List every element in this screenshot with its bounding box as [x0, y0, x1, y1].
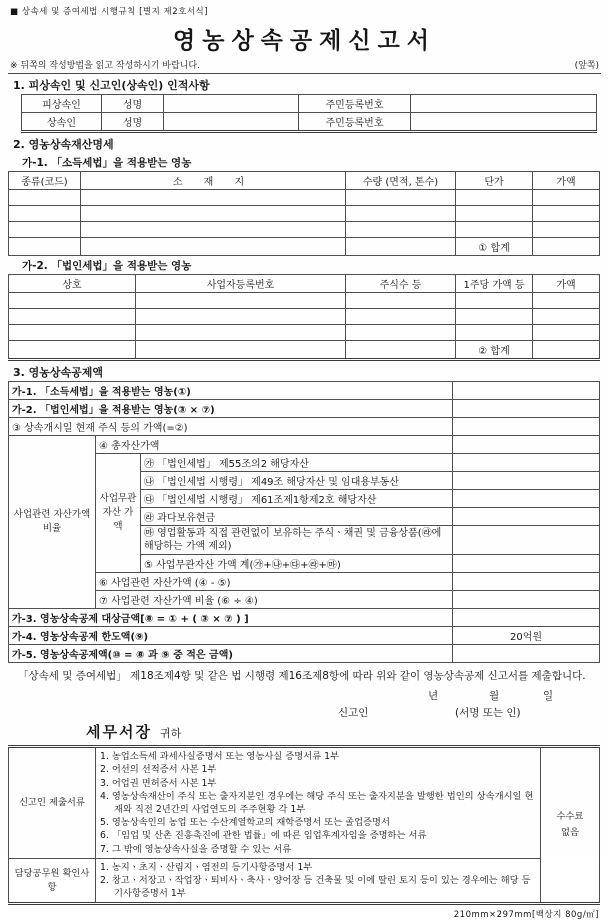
empty-cell — [136, 341, 346, 360]
entry-cell[interactable] — [533, 222, 600, 238]
submitter-documents-label: 신고인 제출서류 — [9, 747, 96, 859]
entry-cell[interactable] — [346, 206, 456, 222]
corporate-tax-farming-table — [8, 274, 600, 361]
sub-row-e-label: ㉲ 영업활동과 직접 관련없이 보유하는 주식ㆍ채권 및 금융상품(㉱에 해당하는 가액 제외) — [141, 526, 453, 555]
row-7-label: ⑦ 사업관련 자산가액 비율 (⑥ ÷ ④) — [96, 591, 453, 609]
section2-table2-subtitle: 가-2. 「법인세법」을 적용받는 영농 — [22, 260, 192, 272]
table-row — [9, 382, 600, 400]
entry-cell[interactable] — [346, 325, 456, 341]
official-check-list — [96, 858, 541, 904]
entry-cell[interactable] — [533, 293, 600, 309]
entry-cell[interactable] — [346, 190, 456, 206]
table-row — [9, 454, 600, 472]
page-side-label: (앞쪽) — [574, 61, 599, 71]
entry-cell[interactable] — [346, 309, 456, 325]
field-unrel-b-value[interactable] — [453, 472, 600, 490]
business-asset-ratio-label: 사업관련 자산가액 비율 — [9, 436, 96, 609]
field-business-ratio-value[interactable] — [453, 591, 600, 609]
fee-cell — [541, 747, 600, 904]
submitter-documents-row — [9, 747, 600, 859]
entry-cell[interactable] — [81, 190, 346, 206]
total-row — [9, 341, 600, 360]
table-row — [9, 418, 600, 436]
entry-cell[interactable] — [136, 325, 346, 341]
deceased-role-label: 피상속인 — [22, 95, 102, 113]
sub-row-a-label: ㉮ 「법인세법」 제55조의2 해당자산 — [141, 454, 453, 472]
personal-info-table — [21, 94, 597, 133]
list-item: 5. 영농상속인의 농업 또는 수산계열학교의 재학증명서 또는 졸업증명서 — [100, 817, 390, 829]
field-unrel-e-value[interactable] — [453, 526, 600, 555]
entry-cell[interactable] — [456, 293, 533, 309]
heir-name-label: 성명 — [102, 113, 164, 132]
day-label: 일 — [543, 690, 554, 703]
field-heir-id[interactable] — [411, 113, 597, 132]
row-ga2-label: 가-2. 「법인세법」을 적용받는 영농(③ × ⑦) — [9, 400, 453, 418]
year-label: 년 — [428, 690, 439, 703]
list-item: 2. 창고ㆍ저장고ㆍ작업장ㆍ퇴비사ㆍ축사ㆍ양어장 등 건축물 및 이에 딸린 토지 등이 있는 경우에는 해당 등기사항증명서 1부 — [100, 874, 531, 900]
entry-cell[interactable] — [456, 206, 533, 222]
col-quantity: 수량 (면적, 톤수) — [346, 172, 456, 190]
sub-row-c-label: ㉰ 「법인세법 시행령」 제61조제1항제2호 해당자산 — [141, 490, 453, 508]
deduction-limit-value: 20억원 — [453, 627, 600, 645]
table-row — [9, 573, 600, 591]
table-row — [9, 400, 600, 418]
recipient-name: 세무서장 — [86, 723, 152, 742]
row-6-label: ⑥ 사업관련 자산가액 (④ - ⑤) — [96, 573, 453, 591]
entry-cell[interactable] — [456, 309, 533, 325]
col-value: 가액 — [533, 275, 600, 293]
entry-cell[interactable] — [9, 190, 81, 206]
entry-cell[interactable] — [533, 206, 600, 222]
attachments-table — [8, 745, 600, 905]
field-unrel-total-value[interactable] — [453, 555, 600, 573]
row-ga1-label: 가-1. 「소득세법」을 적용받는 영농(①) — [9, 382, 453, 400]
entry-cell[interactable] — [456, 190, 533, 206]
regulation-line: ■ 상속세 및 증여세법 시행규칙 [별지 제2호서식] — [10, 7, 209, 17]
col-share-count: 주식수 등 — [346, 275, 456, 293]
table-row — [9, 293, 600, 309]
table-row — [9, 645, 600, 663]
field-total2-value[interactable] — [533, 341, 600, 360]
list-item: 1. 농지ㆍ초지ㆍ산림지ㆍ염전의 등기사항증명서 1부 — [100, 861, 313, 873]
entry-cell[interactable] — [9, 309, 136, 325]
heir-id-label: 주민등록번호 — [299, 113, 411, 132]
declarant-label: 신고인 — [338, 707, 369, 720]
recipient-line — [8, 721, 601, 745]
deduction-calc-table — [8, 381, 600, 663]
list-item: 1. 농업소득세 과세사실증명서 또는 영농사실 증명서류 1부 — [100, 751, 340, 763]
field-deduction-target-value[interactable] — [453, 609, 600, 627]
field-corp-farming-value[interactable] — [453, 400, 600, 418]
table-row — [9, 436, 600, 454]
row-ga5-label: 가-5. 영농상속공제액(⑩ = ⑧ 과 ⑨ 중 적은 금액) — [9, 645, 453, 663]
instruction-row — [8, 58, 601, 74]
field-deceased-id[interactable] — [411, 95, 597, 113]
col-type-code: 종류(코드) — [9, 172, 81, 190]
paper-spec-footer: 210mm×297mm[백상지 80g/㎡] — [453, 910, 599, 920]
field-business-assets-value[interactable] — [453, 573, 600, 591]
field-deduction-amount-value[interactable] — [453, 645, 600, 663]
list-item: 4. 영농상속재산이 주식 또는 출자지분인 경우에는 해당 주식 또는 출자지분을 발행한 법인의 상속개시일 현재와 직전 2년간의 사업연도의 주주현황 각 1부 — [100, 790, 534, 816]
heir-role-label: 상속인 — [22, 113, 102, 132]
month-label: 월 — [489, 690, 500, 703]
col-company-name: 상호 — [9, 275, 136, 293]
row-ga4-label: 가-4. 영농상속공제 한도액(⑨) — [9, 627, 453, 645]
row-ga3-label: 가-3. 영농상속공제 대상금액[⑧ = ① + ( ③ × ⑦ ) ] — [9, 609, 453, 627]
table-row — [9, 609, 600, 627]
section2-title: 2. 영농상속재산명세 — [13, 138, 114, 151]
table-row — [9, 591, 600, 609]
col-location: 소 재 지 — [81, 172, 346, 190]
list-item: 3. 어업권 면허증서 사본 1부 — [100, 777, 217, 789]
field-unrel-d-value[interactable] — [453, 508, 600, 526]
table-row — [9, 325, 600, 341]
entry-cell[interactable] — [346, 222, 456, 238]
list-item: 6. 「임업 및 산촌 진흥촉진에 관한 법률」에 따른 임업후계자임을 증명하는 서류 — [100, 830, 427, 842]
sub-row-d-label: ㉱ 과다보유현금 — [141, 508, 453, 526]
signature-line — [8, 703, 601, 721]
recipient-suffix: 귀하 — [160, 727, 182, 741]
form-title: 영농상속공제신고서 — [173, 28, 436, 54]
field-unrel-a-value[interactable] — [453, 454, 600, 472]
entry-cell[interactable] — [136, 293, 346, 309]
table-row — [9, 309, 600, 325]
empty-cell — [81, 238, 346, 256]
field-deceased-name[interactable] — [164, 95, 299, 113]
entry-cell[interactable] — [533, 309, 600, 325]
entry-cell[interactable] — [9, 293, 136, 309]
deceased-id-label: 주민등록번호 — [299, 95, 411, 113]
table-header-row — [9, 275, 600, 293]
col-per-share-value: 1주당 가액 등 — [456, 275, 533, 293]
instruction-text: ※ 뒤쪽의 작성방법을 읽고 작성하시기 바랍니다. — [10, 61, 200, 71]
entry-cell[interactable] — [81, 206, 346, 222]
section3-title: 3. 영농상속공제액 — [13, 366, 104, 379]
col-value: 가액 — [533, 172, 600, 190]
official-check-row — [9, 858, 600, 904]
official-check-label: 담당공무원 확인사항 — [9, 858, 96, 904]
entry-cell[interactable] — [136, 309, 346, 325]
entry-cell[interactable] — [81, 222, 346, 238]
field-income-farming-value[interactable] — [453, 382, 600, 400]
entry-cell[interactable] — [346, 293, 456, 309]
table-row — [9, 222, 600, 238]
entry-cell[interactable] — [9, 206, 81, 222]
entry-cell[interactable] — [533, 190, 600, 206]
table-row — [9, 190, 600, 206]
table-row — [9, 627, 600, 645]
date-line — [8, 686, 601, 703]
field-heir-name[interactable] — [164, 113, 299, 132]
row-4-label: ④ 총자산가액 — [96, 436, 453, 454]
empty-cell — [346, 238, 456, 256]
entry-cell[interactable] — [456, 325, 533, 341]
total2-label: ② 합계 — [456, 341, 533, 360]
declaration-text: 「상속세 및 증여세법」 제18조제4항 및 같은 법 시행령 제16조제8항에 따라 위와 같이 영농상속공제 신고서를 제출합니다. — [18, 670, 586, 682]
empty-cell — [9, 341, 136, 360]
field-stock-value[interactable] — [453, 418, 600, 436]
fee-label: 수수료 — [556, 810, 584, 822]
empty-cell — [9, 238, 81, 256]
list-item: 2. 어선의 선적증서 사본 1부 — [100, 764, 217, 776]
fee-value: 없음 — [561, 827, 579, 839]
row-3-label: ③ 상속개시일 현재 주식 등의 가액(=②) — [9, 418, 453, 436]
income-tax-farming-table — [8, 171, 600, 256]
non-business-assets-label: 사업무관 자산 가액 — [96, 454, 141, 573]
entry-cell[interactable] — [533, 325, 600, 341]
table-header-row — [9, 172, 600, 190]
table-row — [22, 95, 597, 113]
empty-cell — [346, 341, 456, 360]
total-row — [9, 238, 600, 256]
field-total-assets-value[interactable] — [453, 436, 600, 454]
field-unrel-c-value[interactable] — [453, 490, 600, 508]
entry-cell[interactable] — [9, 325, 136, 341]
col-unit-price: 단가 — [456, 172, 533, 190]
total1-label: ① 합계 — [456, 238, 533, 256]
col-business-reg-no: 사업자등록번호 — [136, 275, 346, 293]
table-row — [22, 113, 597, 132]
section2-table1-subtitle: 가-1. 「소득세법」을 적용받는 영농 — [22, 157, 192, 169]
entry-cell[interactable] — [9, 222, 81, 238]
sign-or-seal-label: (서명 또는 인) — [455, 707, 521, 720]
entry-cell[interactable] — [456, 222, 533, 238]
table-row — [9, 206, 600, 222]
field-total1-value[interactable] — [533, 238, 600, 256]
sub-row-5-label: ⑤ 사업무관자산 가액 계(㉮+㉯+㉰+㉱+㉲) — [141, 555, 453, 573]
sub-row-b-label: ㉯ 「법인세법 시행령」 제49조 해당자산 및 임대용부동산 — [141, 472, 453, 490]
deceased-name-label: 성명 — [102, 95, 164, 113]
section1-title: 1. 피상속인 및 신고인(상속인) 인적사항 — [13, 79, 210, 92]
list-item: 7. 그 밖에 영농상속사실을 증명할 수 있는 서류 — [100, 843, 292, 855]
submitter-documents-list — [96, 747, 541, 859]
